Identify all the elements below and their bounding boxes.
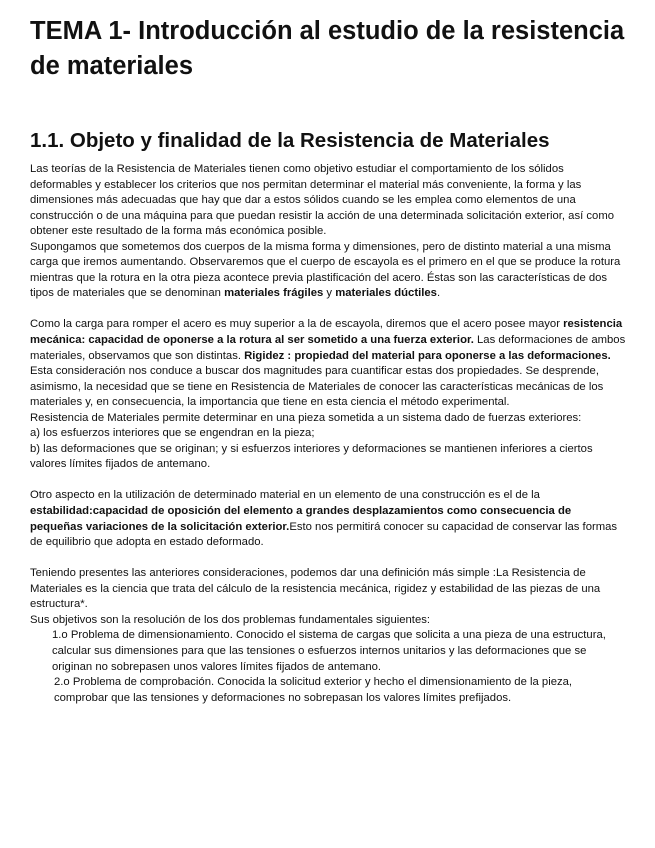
definition-resistencia-mecanica: resistencia mecánica: capacidad de oponerse a la rotura al ser sometido a una fuerza exterior. [30,318,623,347]
paragraph-2 [30,240,626,302]
paragraph-gap [30,551,626,567]
list-item-b: b) las deformaciones que se originan; y si esfuerzos interiores y deformaciones se mantienen inferiores a ciertos valores límites fijados de antemano. [30,442,593,471]
paragraph-4: Esta consideración nos conduce a buscar dos magnitudes para cuantificar estas dos propiedades. Se desprende, asimismo, la necesidad que se tiene en Resistencia de Materiales de conocer las características mecánicas de los materiales y, en consecuencia, la importancia que tiene en esta ciencia el método experimental. [30,365,604,409]
paragraph-gap [30,473,626,489]
paragraph-3 [30,317,626,364]
paragraph-2-text: Supongamos que sometemos dos cuerpos de la misma forma y dimensiones, pero de distinto material a una misma carga que iremos aumentando. Observaremos que el cuerpo de escayola es el primero en el que se produce la rotura mientras que la rotura en la otra pieza acontece previa plastificación del acero. Éstas son las características de dos tipos de materiales que se denominan [30,240,621,300]
paragraph-6-text: Otro aspecto en la utilización de determinado material en un elemento de una construcción es el de la [30,489,540,502]
definition-estabilidad: estabilidad:capacidad de oposición del elemento a grandes desplazamientos como consecuencia de pequeñas variaciones de la solicitación exterior. [30,505,572,533]
problem-1: 1.o Problema de dimensionamiento. Conocido el sistema de cargas que solicita a una pieza de una estructura, calcular sus dimensiones para que las tensiones o esfuerzos internos unitarios y las deformaciones que se originan no sobrepasen unos valores límites fijados de antemano. [52,629,606,673]
paragraph-6-text-2: Esto nos permitirá conocer su capacidad de conservar las formas de equilibrio que adopta en estado deformado. [30,520,618,549]
body-text [30,162,626,706]
problem-2: 2.o Problema de comprobación. Conocida la solicitud exterior y hecho el dimensionamiento de la pieza, comprobar que las tensiones y deformaciones no sobrepasan los valores límites prefijados. [54,676,573,704]
paragraph-gap [30,302,626,318]
section-title: 1.1. Objeto y finalidad de la Resistencia de Materiales [30,129,550,152]
paragraph-2-end: . [436,287,441,300]
paragraph-2-conjunction: y [323,287,336,300]
term-materiales-fragiles: materiales frágiles [224,287,324,300]
page-title: TEMA 1- Introducción al estudio de la resistencia de materiales [30,17,625,80]
definition-rigidez: Rigidez : propiedad del material para oponerse a las deformaciones. [244,349,611,362]
list-item-a: a) los esfuerzos interiores que se engendran en la pieza; [30,427,315,440]
paragraph-8: Sus objetivos son la resolución de los dos problemas fundamentales siguientes: [30,613,431,626]
paragraph-6 [30,488,626,550]
paragraph-7: Teniendo presentes las anteriores consideraciones, podemos dar una definición más simple :La Resistencia de Materiales es la ciencia que trata del cálculo de la resistencia mecánica, rigidez y estabilidad de las piezas de una estructura*. [30,567,601,611]
paragraph-5: Resistencia de Materiales permite determinar en una pieza sometida a un sistema dado de fuerzas exteriores: [30,411,582,424]
paragraph-3-text: Como la carga para romper el acero es muy superior a la de escayola, diremos que el acero posee mayor [30,318,564,331]
paragraph-3-text-2: Las deformaciones de ambos materiales, observamos que son distintas. [30,334,626,362]
term-materiales-ductiles: materiales dúctiles [335,287,437,300]
paragraph-1: Las teorías de la Resistencia de Materiales tienen como objetivo estudiar el comportamiento de los sólidos deformables y establecer los criterios que nos permitan determinar el material más conveniente, la forma y las dimensiones más adecuadas que hay que dar a estos sólidos cuando se les emplea como elementos de una construcción o de una máquina para que puedan resistir la acción de una determinada solicitación exterior, así como obtener este resultado de la forma más económica posible. [30,163,615,238]
